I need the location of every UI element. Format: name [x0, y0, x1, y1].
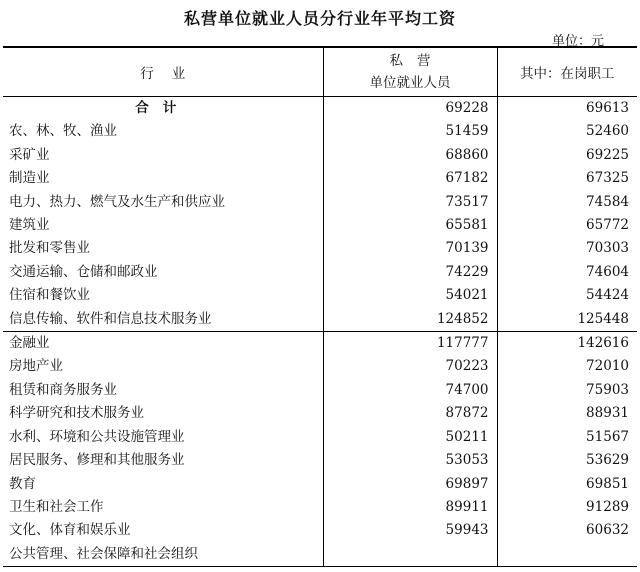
table-row: [3, 191, 637, 214]
private-employees-value-cell: 73517: [323, 191, 497, 214]
industry-name-cell: 信息传输、软件和信息技术服务业: [9, 310, 212, 327]
private-employees-value-cell: 74700: [323, 379, 497, 402]
total-on-post-value: 69613: [497, 97, 637, 121]
page-title: 私营单位就业人员分行业年平均工资: [183, 9, 456, 28]
industry-name-cell: 交通运输、仓储和邮政业: [9, 263, 158, 280]
on-post-staff-value-cell: 74584: [497, 191, 637, 214]
industry-name-cell: 居民服务、修理和其他服务业: [9, 452, 185, 469]
industry-name-cell: 房地产业: [9, 358, 63, 375]
industry-name-cell: 采矿业: [9, 146, 50, 163]
on-post-staff-value-cell: 51567: [497, 426, 637, 449]
industry-name-cell: 科学研究和技术服务业: [9, 405, 144, 422]
industry-name-cell: 金融业: [3, 332, 323, 356]
private-employees-value-cell: 54021: [323, 284, 497, 307]
private-employees-value-cell: 70139: [323, 237, 497, 260]
industry-name-cell: 教育: [9, 475, 36, 492]
industry-name-cell: 文化、体育和娱乐业: [9, 522, 131, 539]
table-row: [3, 261, 637, 284]
total-row: [3, 97, 637, 121]
industry-name-cell: 批发和零售业: [9, 240, 90, 257]
wage-table: [3, 46, 637, 567]
industry-name-cell: 水利、环境和公共设施管理业: [9, 428, 185, 445]
on-post-staff-value-cell: 69851: [497, 473, 637, 496]
on-post-staff-value-cell: 72010: [497, 355, 637, 378]
on-post-staff-value-cell: 70303: [497, 237, 637, 260]
table-row: [3, 543, 637, 567]
table-row: [3, 402, 637, 425]
industry-name-cell: 住宿和餐饮业: [9, 287, 90, 304]
industry-column-header: 行业: [3, 47, 323, 97]
on-post-staff-value-cell: 125448: [497, 308, 637, 332]
private-employees-value-cell: 67182: [323, 167, 497, 190]
on-post-staff-value-cell: 65772: [497, 214, 637, 237]
unit-label: 单位：元: [551, 34, 604, 49]
table-row: [3, 496, 637, 519]
table-row: [3, 379, 637, 402]
on-post-staff-value-cell: 74604: [497, 261, 637, 284]
on-post-staff-value-cell: 142616: [497, 332, 637, 356]
table-row: [3, 144, 637, 167]
private-employees-value-cell: 69897: [323, 473, 497, 496]
table-row: [3, 214, 637, 237]
table-row: [3, 284, 637, 307]
private-employees-value-cell: 70223: [323, 355, 497, 378]
private-employees-value-cell: 124852: [323, 308, 497, 332]
total-private-value: 69228: [323, 97, 497, 121]
on-post-staff-value-cell: 88931: [497, 402, 637, 425]
private-employees-value-cell: 50211: [323, 426, 497, 449]
private-employees-value-cell: 59943: [323, 519, 497, 542]
table-row: [3, 167, 637, 190]
industry-name-cell: 公共管理、社会保障和社会组织: [3, 543, 323, 567]
private-employees-value-cell: 74229: [323, 261, 497, 284]
private-employees-value-cell: [323, 543, 497, 567]
on-post-staff-value-cell: 75903: [497, 379, 637, 402]
on-post-staff-value-cell: 67325: [497, 167, 637, 190]
industry-name-cell: 农、林、牧、渔业: [9, 123, 117, 140]
table-row: [3, 426, 637, 449]
on-post-staff-value-cell: 52460: [497, 120, 637, 143]
table-row: [3, 355, 637, 378]
industry-name-cell: 卫生和社会工作: [9, 498, 104, 515]
table-row: [3, 449, 637, 472]
private-header-line2: 单位就业人员: [369, 75, 451, 91]
total-label: 合计: [135, 100, 191, 116]
table-header-row: [3, 47, 637, 97]
on-post-staff-value-cell: 54424: [497, 284, 637, 307]
table-row: [3, 308, 637, 332]
on-post-staff-value-cell: 69225: [497, 144, 637, 167]
private-employees-value-cell: 117777: [323, 332, 497, 356]
private-employees-value-cell: 53053: [323, 449, 497, 472]
private-employees-value-cell: 65581: [323, 214, 497, 237]
on-post-staff-value-cell: 53629: [497, 449, 637, 472]
on-post-staff-value-cell: [497, 543, 637, 567]
table-row: [3, 473, 637, 496]
industry-name-cell: 建筑业: [9, 217, 50, 234]
on-post-staff-value-cell: 91289: [497, 496, 637, 519]
industry-name-cell: 制造业: [9, 170, 50, 187]
private-employees-value-cell: 68860: [323, 144, 497, 167]
table-row: [3, 519, 637, 542]
private-header-line1: 私营: [389, 53, 445, 69]
table-row: [3, 120, 637, 143]
industry-name-cell: 租赁和商务服务业: [9, 381, 117, 398]
private-employees-value-cell: 51459: [323, 120, 497, 143]
on-post-staff-column-header: 其中：在岗职工: [497, 47, 637, 97]
private-employees-value-cell: 87872: [323, 402, 497, 425]
private-employees-value-cell: 89911: [323, 496, 497, 519]
industry-name-cell: 电力、热力、燃气及水生产和供应业: [9, 193, 225, 210]
table-row: [3, 332, 637, 356]
on-post-staff-value-cell: 60632: [497, 519, 637, 542]
private-employees-column-header: [323, 47, 497, 97]
table-body: [3, 97, 637, 567]
table-row: [3, 237, 637, 260]
